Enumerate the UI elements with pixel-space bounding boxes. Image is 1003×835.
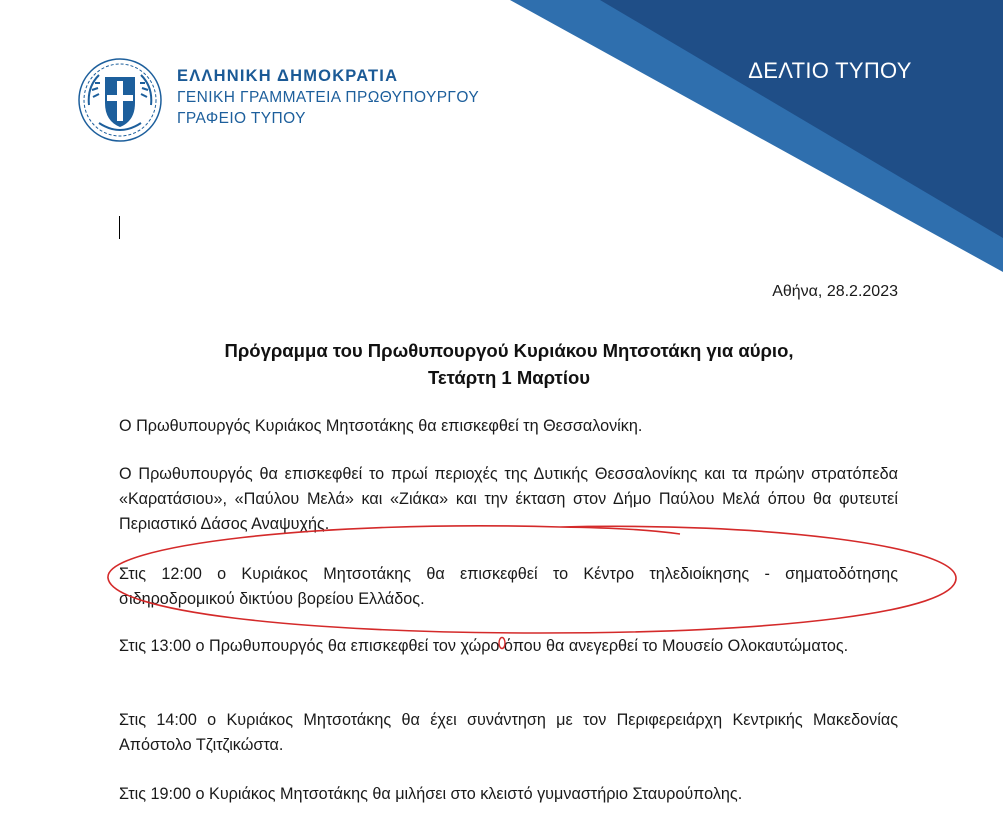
document-title bbox=[120, 337, 898, 391]
title-line-2: Τετάρτη 1 Μαρτίου bbox=[427, 367, 591, 388]
paragraph-morning-visit: Ο Πρωθυπουργός θα επισκεφθεί το πρωί περιοχές της Δυτικής Θεσσαλονίκης και τα πρώην στρατόπεδα «Καρατάσιου», «Παύλου Μελά» και «Ζιάκα» και την έκταση στον Δήμο Παύλου Μελά όπου θα φυτευτεί Περιαστικό Δάσος Αναψυχής. bbox=[119, 465, 898, 533]
org-line-republic: ΕΛΛΗΝΙΚΗ ΔΗΜΟΚΡΑΤΙΑ bbox=[177, 67, 399, 85]
paragraph-1900-speech: Στις 19:00 ο Κυριάκος Μητσοτάκης θα μιλήσει στο κλειστό γυμναστήριο Σταυρούπολης. bbox=[119, 785, 743, 803]
paragraph-1400-meeting: Στις 14:00 ο Κυριάκος Μητσοτάκης θα έχει συνάντηση με τον Περιφερειάρχη Κεντρικής Μακεδονίας Απόστολο Τζιτζικώστα. bbox=[119, 711, 898, 754]
paragraph-visit-thessaloniki: Ο Πρωθυπουργός Κυριάκος Μητσοτάκης θα επισκεφθεί τη Θεσσαλονίκη. bbox=[119, 417, 643, 435]
paragraph-1300-holocaust-museum: Στις 13:00 ο Πρωθυπουργός θα επισκεφθεί τον χώρο όπου θα ανεγερθεί το Μουσείο Ολοκαυτώματος. bbox=[119, 637, 849, 655]
org-line-secretariat: ΓΕΝΙΚΗ ΓΡΑΜΜΑΤΕΙΑ ΠΡΩΘΥΠΟΥΡΓΟΥ bbox=[177, 89, 480, 106]
title-line-1: Πρόγραμμα του Πρωθυπουργού Κυριάκου Μητσοτάκη για αύριο, bbox=[224, 340, 794, 361]
text-cursor[interactable] bbox=[119, 216, 120, 239]
paragraph-1200-control-center: Στις 12:00 ο Κυριάκος Μητσοτάκης θα επισκεφθεί το Κέντρο τηλεδιοίκησης - σηματοδότησης σιδηροδρομικού δικτύου βορείου Ελλάδος. bbox=[119, 565, 898, 608]
hellenic-republic-coat-of-arms-icon bbox=[77, 57, 163, 143]
document-date: Αθήνα, 28.2.2023 bbox=[772, 283, 898, 300]
banner-title: ΔΕΛΤΙΟ ΤΥΠΟΥ bbox=[748, 58, 912, 83]
org-line-press-office: ΓΡΑΦΕΙΟ ΤΥΠΟΥ bbox=[177, 110, 306, 127]
organization-header bbox=[177, 66, 479, 129]
